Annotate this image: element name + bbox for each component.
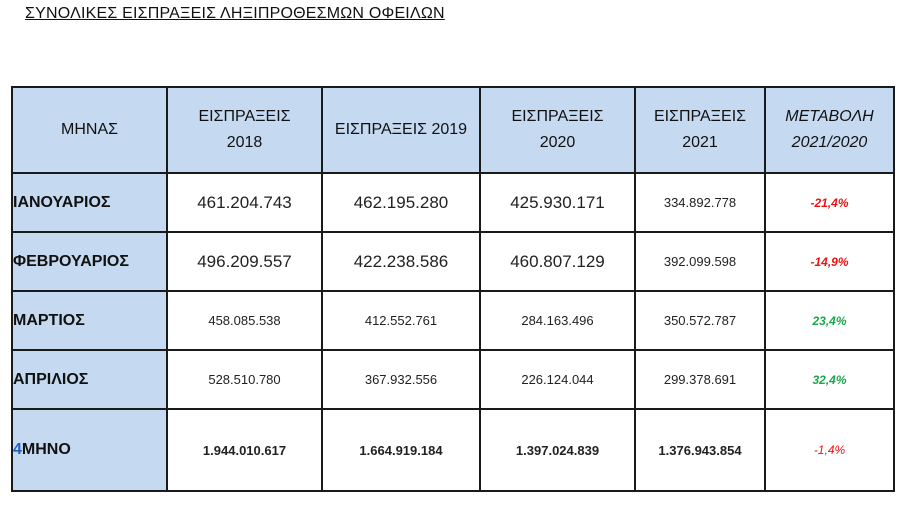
total-2018: 1.944.010.617 bbox=[167, 409, 322, 491]
header-2019 bbox=[322, 87, 480, 173]
value-2019: 462.195.280 bbox=[322, 173, 480, 232]
value-2020: 284.163.496 bbox=[480, 291, 635, 350]
header-2019-label: ΕΙΣΠΡΑΞΕΙΣ 2019 bbox=[334, 121, 468, 138]
value-2018: 458.085.538 bbox=[167, 291, 322, 350]
table-row-april bbox=[12, 350, 894, 409]
value-2019: 412.552.761 bbox=[322, 291, 480, 350]
month-cell: ΙΑΝΟΥΑΡΙΟΣ bbox=[12, 173, 167, 232]
value-2021: 299.378.691 bbox=[635, 350, 765, 409]
total-2019: 1.664.919.184 bbox=[322, 409, 480, 491]
total-label-digit: 4 bbox=[13, 441, 22, 458]
total-2020: 1.397.024.839 bbox=[480, 409, 635, 491]
value-2021: 334.892.778 bbox=[635, 173, 765, 232]
month-cell: ΑΠΡΙΛΙΟΣ bbox=[12, 350, 167, 409]
table-row-march bbox=[12, 291, 894, 350]
change-value: 32,4% bbox=[765, 350, 894, 409]
value-2019: 422.238.586 bbox=[322, 232, 480, 291]
header-change bbox=[765, 87, 894, 173]
header-2021-line2: 2021 bbox=[682, 134, 718, 151]
change-value: 23,4% bbox=[765, 291, 894, 350]
header-month-label: ΜΗΝΑΣ bbox=[61, 121, 118, 138]
value-2021: 350.572.787 bbox=[635, 291, 765, 350]
month-cell: ΦΕΒΡΟΥΑΡΙΟΣ bbox=[12, 232, 167, 291]
value-2018: 496.209.557 bbox=[167, 232, 322, 291]
table-row-total bbox=[12, 409, 894, 491]
value-2020: 226.124.044 bbox=[480, 350, 635, 409]
header-2018 bbox=[167, 87, 322, 173]
header-2021 bbox=[635, 87, 765, 173]
header-2020-line1: ΕΙΣΠΡΑΞΕΙΣ bbox=[511, 108, 604, 125]
header-change-line1: ΜΕΤΑΒΟΛΗ bbox=[785, 108, 874, 125]
value-2018: 528.510.780 bbox=[167, 350, 322, 409]
header-2018-line2: 2018 bbox=[226, 134, 263, 151]
value-2019: 367.932.556 bbox=[322, 350, 480, 409]
value-2021: 392.099.598 bbox=[635, 232, 765, 291]
total-label-cell bbox=[12, 409, 167, 491]
month-cell: ΜΑΡΤΙΟΣ bbox=[12, 291, 167, 350]
change-value: -21,4% bbox=[765, 173, 894, 232]
total-2021: 1.376.943.854 bbox=[635, 409, 765, 491]
table-row-january bbox=[12, 173, 894, 232]
header-change-line2: 2021/2020 bbox=[791, 134, 868, 151]
header-2021-line1: ΕΙΣΠΡΑΞΕΙΣ bbox=[653, 108, 747, 125]
change-value: -14,9% bbox=[765, 232, 894, 291]
value-2020: 460.807.129 bbox=[480, 232, 635, 291]
header-2018-line1: ΕΙΣΠΡΑΞΕΙΣ bbox=[198, 108, 291, 125]
header-2020 bbox=[480, 87, 635, 173]
table-header-row bbox=[12, 87, 894, 173]
header-2020-line2: 2020 bbox=[539, 134, 576, 151]
header-month bbox=[12, 87, 167, 173]
value-2018: 461.204.743 bbox=[167, 173, 322, 232]
collections-table bbox=[11, 86, 895, 492]
table-row-february bbox=[12, 232, 894, 291]
total-change: -1,4% bbox=[765, 409, 894, 491]
value-2020: 425.930.171 bbox=[480, 173, 635, 232]
page-title: ΣΥΝΟΛΙΚΕΣ ΕΙΣΠΡΑΞΕΙΣ ΛΗΞΙΠΡΟΘΕΣΜΩΝ ΟΦΕΙΛΩΝ bbox=[25, 5, 445, 22]
total-label-text: ΜΗΝΟ bbox=[21, 441, 71, 458]
